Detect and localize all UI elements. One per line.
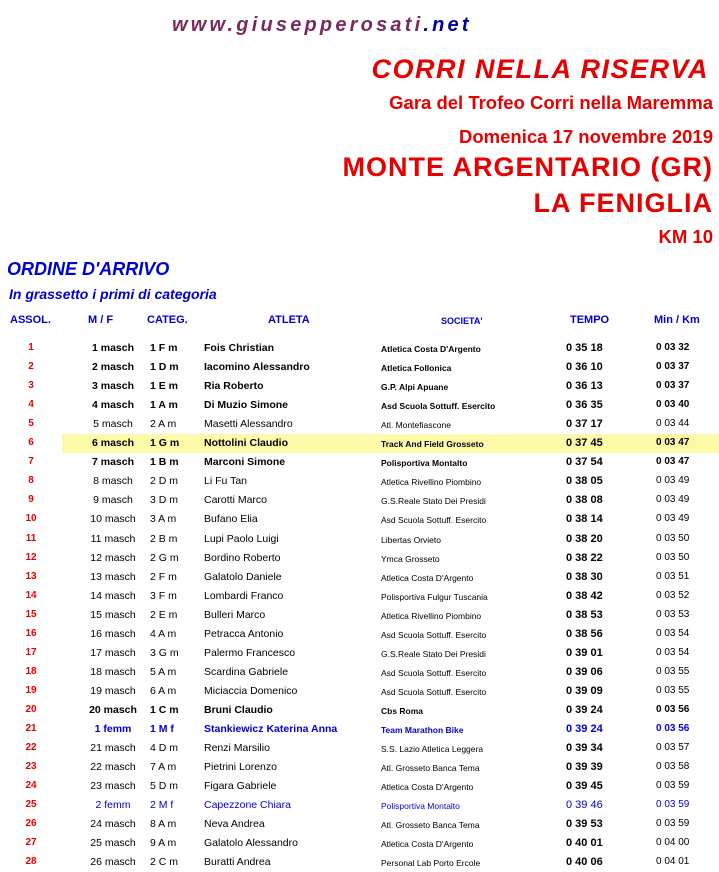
cell-club: Atl. Grosseto Banca Tema	[381, 763, 480, 774]
cell-gender-rank: 16 masch	[90, 627, 136, 640]
col-header-mf: M / F	[88, 314, 114, 326]
cell-gender-rank: 18 masch	[90, 665, 136, 678]
cell-pace: 0 03 51	[656, 570, 690, 582]
cell-pace: 0 03 58	[656, 761, 690, 773]
cell-category: 1 D m	[150, 361, 179, 374]
cell-time: 0 40 06	[566, 856, 603, 869]
cell-time: 0 38 05	[566, 475, 603, 488]
table-row	[0, 777, 719, 796]
cell-club: Polisportiva Montalto	[381, 458, 468, 469]
cell-time: 0 38 14	[566, 513, 603, 526]
cell-time: 0 37 54	[566, 456, 603, 469]
table-row	[0, 739, 719, 758]
cell-gender-rank: 25 masch	[90, 837, 136, 850]
cell-pace: 0 03 55	[656, 684, 690, 696]
cell-time: 0 38 20	[566, 532, 603, 545]
cell-gender-rank: 21 masch	[90, 742, 136, 755]
cell-time: 0 36 13	[566, 380, 603, 393]
cell-club: S.S. Lazio Atletica Leggera	[381, 744, 484, 755]
cell-category: 1 G m	[150, 437, 180, 450]
cell-category: 2 C m	[150, 856, 179, 869]
cell-athlete: Galatolo Daniele	[204, 570, 282, 583]
cell-time: 0 39 53	[566, 818, 603, 831]
cell-club: Atletica Follonica	[381, 363, 452, 374]
race-location-city: MONTE ARGENTARIO (GR)	[342, 152, 713, 182]
cell-athlete: Palermo Francesco	[204, 646, 296, 659]
col-header-assol: ASSOL.	[10, 314, 51, 326]
cell-pace: 0 03 59	[656, 799, 690, 811]
table-row	[0, 701, 719, 720]
race-subtitle: Gara del Trofeo Corri nella Maremma	[389, 92, 713, 113]
cell-club: Polisportiva Fulgur Tuscania	[381, 591, 488, 602]
cell-time: 0 39 24	[566, 723, 603, 735]
table-row	[0, 853, 719, 872]
race-distance: KM 10	[658, 226, 713, 247]
cell-club: Atl. Montefiascone	[381, 420, 451, 431]
table-row	[0, 644, 719, 663]
cell-athlete: Miciaccia Domenico	[204, 684, 298, 697]
cell-club: G.P. Alpi Apuane	[381, 382, 449, 393]
cell-club: Asd Scuola Sottuff. Esercito	[381, 686, 487, 697]
table-row	[0, 491, 719, 510]
cell-pace: 0 03 37	[656, 380, 690, 392]
cell-club: Cbs Roma	[381, 705, 424, 716]
cell-position: 24	[25, 780, 37, 792]
table-row	[0, 587, 719, 606]
race-location-place: LA FENIGLIA	[533, 188, 713, 218]
cell-position: 11	[25, 532, 37, 544]
site-name-main: www.giusepperosati	[172, 14, 424, 36]
cell-time: 0 39 09	[566, 684, 603, 697]
cell-time: 0 39 46	[566, 799, 603, 812]
col-header-tempo: TEMPO	[570, 314, 610, 326]
cell-athlete: Pietrini Lorenzo	[204, 761, 277, 774]
cell-time: 0 36 10	[566, 361, 603, 374]
cell-position: 27	[25, 837, 37, 849]
cell-time: 0 38 42	[566, 589, 603, 602]
cell-athlete: Bulleri Marco	[204, 608, 266, 621]
cell-gender-rank: 19 masch	[90, 684, 136, 697]
table-row	[0, 663, 719, 682]
cell-gender-rank: 17 masch	[90, 646, 136, 659]
cell-athlete: Stankiewicz Katerina Anna	[204, 723, 338, 735]
cell-gender-rank: 4 masch	[91, 399, 135, 412]
cell-category: 6 A m	[150, 684, 177, 697]
cell-athlete: Capezzone Chiara	[204, 799, 291, 812]
cell-athlete: Bruni Claudio	[204, 703, 273, 716]
col-header-minkm: Min / Km	[654, 314, 700, 326]
cell-gender-rank: 1 masch	[91, 342, 135, 354]
cell-pace: 0 03 50	[656, 551, 690, 563]
cell-pace: 0 04 00	[656, 837, 690, 849]
cell-pace: 0 03 57	[656, 742, 690, 754]
cell-club: Atletica Rivellino Piombino	[381, 477, 482, 488]
race-title: CORRI NELLA RISERVA	[371, 54, 709, 84]
cell-club: Atl. Grosseto Banca Tema	[381, 820, 480, 831]
cell-time: 0 38 30	[566, 570, 603, 583]
cell-category: 1 M f	[150, 723, 174, 735]
table-row	[0, 720, 719, 739]
table-row	[0, 549, 719, 568]
cell-time: 0 38 53	[566, 608, 603, 621]
table-row	[0, 510, 719, 529]
cell-athlete: Lupi Paolo Luigi	[204, 532, 279, 545]
cell-athlete: Bufano Elia	[204, 513, 258, 526]
cell-gender-rank: 26 masch	[90, 856, 136, 869]
cell-time: 0 39 06	[566, 665, 603, 678]
cell-club: G.S.Reale Stato Dei Presidi	[381, 496, 486, 507]
cell-gender-rank: 9 masch	[93, 494, 133, 507]
cell-position: 21	[25, 723, 37, 734]
cell-position: 25	[25, 799, 37, 811]
table-row	[0, 682, 719, 701]
cell-gender-rank: 23 masch	[90, 780, 136, 793]
cell-pace: 0 03 49	[656, 475, 690, 487]
cell-category: 3 D m	[150, 494, 179, 507]
cell-gender-rank: 13 masch	[90, 570, 136, 583]
cell-athlete: Li Fu Tan	[204, 475, 247, 488]
cell-pace: 0 03 56	[656, 723, 690, 734]
cell-position: 4	[28, 399, 34, 411]
table-row	[0, 472, 719, 491]
race-date: Domenica 17 novembre 2019	[459, 126, 713, 147]
cell-pace: 0 03 50	[656, 532, 690, 544]
cell-time: 0 36 35	[566, 399, 603, 412]
table-row	[0, 339, 719, 358]
cell-gender-rank: 10 masch	[90, 513, 136, 526]
cell-time: 0 37 45	[566, 437, 603, 450]
cell-gender-rank: 20 masch	[89, 703, 137, 716]
cell-gender-rank: 15 masch	[90, 608, 136, 621]
cell-pace: 0 03 53	[656, 608, 690, 620]
cell-position: 12	[25, 551, 37, 563]
cell-gender-rank: 12 masch	[90, 551, 136, 564]
table-row	[0, 606, 719, 625]
cell-club: Asd Scuola Sottuff. Esercito	[381, 515, 487, 526]
cell-position: 18	[25, 665, 37, 677]
cell-position: 23	[25, 761, 37, 773]
cell-category: 2 A m	[150, 418, 177, 431]
cell-pace: 0 03 47	[656, 456, 690, 468]
cell-athlete: Renzi Marsilio	[204, 742, 270, 755]
cell-category: 2 B m	[150, 532, 178, 545]
cell-category: 7 A m	[150, 761, 177, 774]
cell-time: 0 39 34	[566, 742, 603, 755]
cell-position: 20	[25, 703, 37, 715]
cell-athlete: Scardina Gabriele	[204, 665, 289, 678]
cell-position: 1	[28, 342, 34, 353]
col-header-societa: SOCIETA'	[441, 316, 483, 326]
cell-athlete: Neva Andrea	[204, 818, 265, 831]
section-note: In grassetto i primi di categoria	[9, 286, 217, 302]
cell-athlete: Di Muzio Simone	[204, 399, 288, 412]
cell-category: 5 D m	[150, 780, 179, 793]
cell-category: 8 A m	[150, 818, 177, 831]
table-row	[0, 377, 719, 396]
cell-position: 5	[28, 418, 34, 430]
cell-position: 7	[28, 456, 34, 468]
cell-position: 8	[28, 475, 34, 487]
cell-category: 3 G m	[150, 646, 179, 659]
cell-position: 2	[28, 361, 34, 373]
cell-category: 3 A m	[150, 513, 177, 526]
cell-gender-rank: 3 masch	[91, 380, 135, 393]
cell-category: 5 A m	[150, 665, 177, 678]
cell-athlete: Marconi Simone	[204, 456, 286, 469]
cell-club: Polisportiva Montalto	[381, 801, 460, 812]
cell-category: 2 D m	[150, 475, 179, 488]
cell-gender-rank: 8 masch	[93, 475, 133, 488]
cell-category: 4 D m	[150, 742, 179, 755]
col-header-atleta: ATLETA	[268, 314, 310, 326]
cell-club: Atletica Costa D'Argento	[381, 782, 474, 793]
cell-pace: 0 03 37	[656, 361, 690, 373]
cell-position: 13	[25, 570, 37, 582]
cell-club: Track And Field Grosseto	[381, 439, 484, 450]
cell-club: Asd Scuola Sottuff. Esercito	[381, 629, 487, 640]
table-row	[0, 396, 719, 415]
cell-position: 26	[25, 818, 37, 830]
cell-category: 1 A m	[150, 399, 178, 412]
cell-athlete: Ria Roberto	[204, 380, 264, 393]
site-name[interactable]	[172, 14, 472, 37]
cell-time: 0 37 17	[566, 418, 603, 431]
cell-pace: 0 03 59	[656, 818, 690, 830]
cell-position: 19	[25, 684, 37, 696]
cell-position: 9	[28, 494, 34, 506]
cell-pace: 0 03 47	[656, 437, 690, 449]
cell-pace: 0 03 44	[656, 418, 690, 430]
cell-position: 6	[28, 437, 34, 449]
table-row	[0, 530, 719, 549]
cell-gender-rank: 1 femm	[94, 723, 132, 735]
cell-club: G.S.Reale Stato Dei Presidi	[381, 648, 486, 659]
cell-athlete: Bordino Roberto	[204, 551, 281, 564]
cell-athlete: Carotti Marco	[204, 494, 268, 507]
table-row	[0, 453, 719, 472]
cell-time: 0 39 24	[566, 703, 603, 716]
cell-gender-rank: 11 masch	[90, 532, 136, 545]
cell-pace: 0 04 01	[656, 856, 690, 868]
cell-pace: 0 03 32	[656, 342, 690, 353]
cell-time: 0 38 56	[566, 627, 603, 640]
table-row	[0, 625, 719, 644]
cell-athlete: Lombardi Franco	[204, 589, 284, 602]
cell-position: 3	[28, 380, 34, 392]
cell-category: 2 E m	[150, 608, 178, 621]
cell-category: 4 A m	[150, 627, 177, 640]
cell-time: 0 38 22	[566, 551, 603, 564]
cell-category: 2 F m	[150, 570, 177, 583]
table-row	[0, 758, 719, 777]
cell-club: Atletica Costa D'Argento	[381, 344, 481, 354]
cell-gender-rank: 5 masch	[93, 418, 133, 431]
table-row	[0, 434, 719, 453]
cell-club: Atletica Costa D'Argento	[381, 839, 474, 850]
cell-gender-rank: 24 masch	[90, 818, 136, 831]
cell-pace: 0 03 56	[656, 703, 690, 715]
cell-gender-rank: 2 femm	[95, 799, 131, 812]
table-row	[0, 358, 719, 377]
cell-position: 15	[25, 608, 37, 620]
cell-gender-rank: 7 masch	[91, 456, 135, 469]
cell-pace: 0 03 49	[656, 494, 690, 506]
cell-gender-rank: 6 masch	[91, 437, 135, 450]
cell-pace: 0 03 54	[656, 646, 690, 658]
cell-time: 0 35 18	[566, 342, 603, 354]
table-row	[0, 568, 719, 587]
cell-position: 14	[25, 589, 37, 601]
col-header-categ: CATEG.	[147, 314, 188, 326]
cell-position: 22	[25, 742, 37, 754]
cell-category: 2 M f	[150, 799, 174, 812]
cell-pace: 0 03 49	[656, 513, 690, 525]
cell-category: 1 B m	[150, 456, 179, 469]
cell-time: 0 38 08	[566, 494, 603, 507]
cell-category: 1 F m	[150, 342, 178, 354]
table-row	[0, 796, 719, 815]
cell-time: 0 39 45	[566, 780, 603, 793]
cell-club: Personal Lab Porto Ercole	[381, 858, 481, 869]
cell-club: Atletica Costa D'Argento	[381, 572, 474, 583]
cell-pace: 0 03 54	[656, 627, 690, 639]
cell-time: 0 39 39	[566, 761, 603, 774]
table-row	[0, 834, 719, 853]
cell-athlete: Iacomino Alessandro	[204, 361, 310, 374]
cell-position: 28	[25, 856, 37, 868]
cell-position: 17	[25, 646, 37, 658]
table-row	[0, 415, 719, 434]
cell-category: 1 C m	[150, 703, 179, 716]
cell-pace: 0 03 55	[656, 665, 690, 677]
cell-club: Team Marathon Bike	[381, 725, 464, 735]
cell-club: Asd Scuola Sottuff. Esercito	[381, 401, 496, 412]
cell-pace: 0 03 52	[656, 589, 690, 601]
cell-time: 0 39 01	[566, 646, 603, 659]
site-name-tld: .net	[423, 14, 472, 36]
cell-athlete: Fois Christian	[204, 342, 275, 354]
cell-gender-rank: 14 masch	[90, 589, 136, 602]
table-row	[0, 815, 719, 834]
cell-category: 3 F m	[150, 589, 177, 602]
cell-pace: 0 03 59	[656, 780, 690, 792]
cell-position: 16	[25, 627, 37, 639]
cell-category: 2 G m	[150, 551, 179, 564]
cell-athlete: Buratti Andrea	[204, 856, 271, 869]
cell-position: 10	[25, 513, 37, 525]
section-title: ORDINE D'ARRIVO	[7, 259, 170, 279]
cell-club: Asd Scuola Sottuff. Esercito	[381, 667, 487, 678]
cell-athlete: Masetti Alessandro	[204, 418, 293, 431]
cell-time: 0 40 01	[566, 837, 603, 850]
cell-athlete: Figara Gabriele	[204, 780, 277, 793]
cell-category: 9 A m	[150, 837, 177, 850]
cell-club: Libertas Orvieto	[381, 534, 441, 545]
cell-athlete: Nottolini Claudio	[204, 437, 288, 450]
cell-pace: 0 03 40	[656, 399, 690, 411]
cell-athlete: Petracca Antonio	[204, 627, 284, 640]
cell-gender-rank: 2 masch	[91, 361, 135, 374]
cell-category: 1 E m	[150, 380, 179, 393]
cell-gender-rank: 22 masch	[90, 761, 136, 774]
cell-athlete: Galatolo Alessandro	[204, 837, 298, 850]
cell-club: Atletica Rivellino Piombino	[381, 610, 482, 621]
cell-club: Ymca Grosseto	[381, 553, 440, 564]
